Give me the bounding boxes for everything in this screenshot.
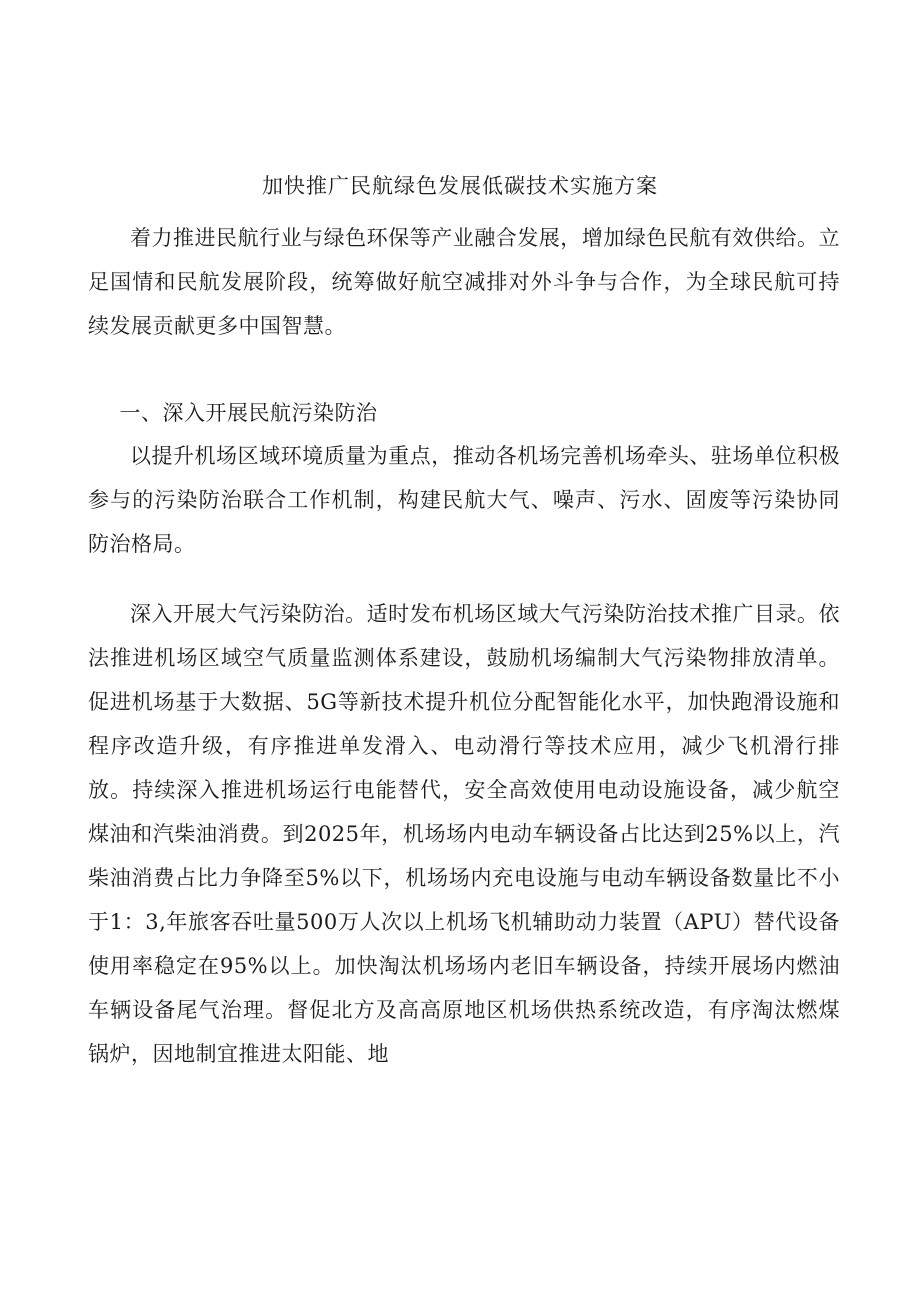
air-pollution-block xyxy=(88,592,840,1076)
intro-paragraph: 着力推进民航行业与绿色环保等产业融合发展，增加绿色民航有效供给。立足国情和民航发展阶段，统筹做好航空减排对外斗争与合作，为全球民航可持续发展贡献更多中国智慧。 xyxy=(88,226,840,338)
document-title: 加快推广民航绿色发展低碳技术实施方案 xyxy=(262,174,658,198)
intro-paragraph-block xyxy=(88,216,840,348)
section-heading-block xyxy=(88,391,840,435)
section-heading: 一、深入开展民航污染防治 xyxy=(119,401,378,425)
section-intro-paragraph: 以提升机场区域环境质量为重点，推动各机场完善机场牵头、驻场单位积极参与的污染防治联合工作机制，构建民航大气、噪声、污水、固废等污染协同防治格局。 xyxy=(88,444,840,556)
air-pollution-paragraph: 深入开展大气污染防治。适时发布机场区域大气污染防治技术推广目录。依法推进机场区域空气质量监测体系建设，鼓励机场编制大气污染物排放清单。促进机场基于大数据、5G等新技术提升机位分配智能化水平，加快跑滑设施和程序改造升级，有序推进单发滑入、电动滑行等技术应用，减少飞机滑行排放。持续深入推进机场运行电能替代，安全高效使用电动设施设备，减少航空煤油和汽柴油消费。到2025年，机场场内电动车辆设备占比达到25%以上，汽柴油消费占比力争降至5%以下，机场场内充电设施与电动车辆设备数量比不小于1：3,年旅客吞吐量500万人次以上机场飞机辅助动力装置（APU）替代设备使用率稳定在95%以上。加快淘汰机场场内老旧车辆设备，持续开展场内燃油车辆设备尾气治理。督促北方及高高原地区机场供热系统改造，有序淘汰燃煤锅炉，因地制宜推进太阳能、地 xyxy=(88,602,840,1066)
section-intro-block xyxy=(88,434,840,566)
